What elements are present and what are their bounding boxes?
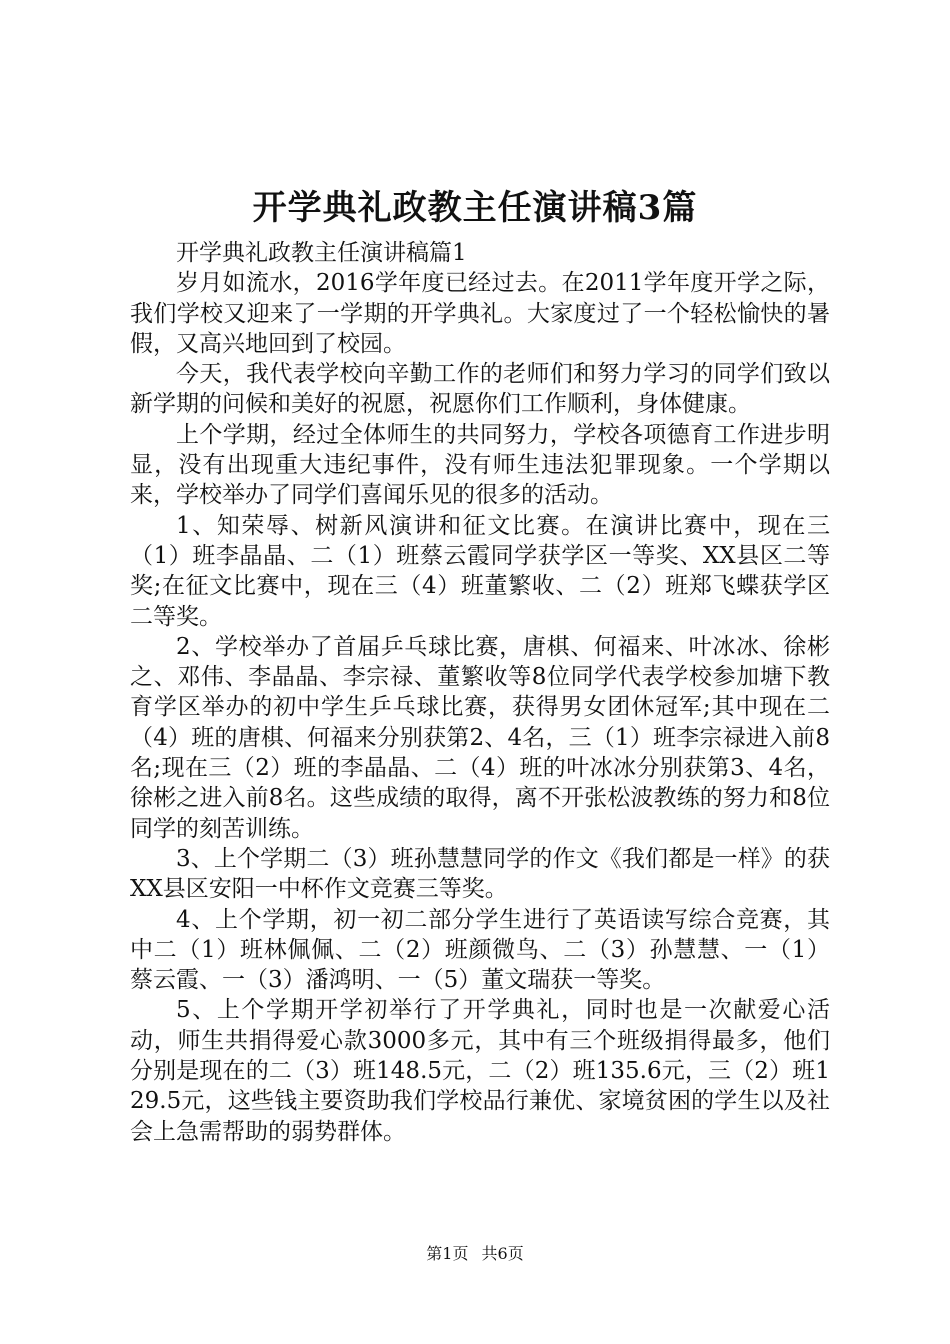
page-number: 第1页 — [426, 1244, 469, 1263]
paragraph: 4、上个学期，初一初二部分学生进行了英语读写综合竞赛，其中二（1）班林佩佩、二（2）班颜微鸟、二（3）孙慧慧、一（1）蔡云霞、一（3）潘鸿明、一（5）董文瑞获一等奖。 — [130, 906, 830, 994]
paragraph: 岁月如流水，2016学年度已经过去。在2011学年度开学之际，我们学校又迎来了一学期的开学典礼。大家度过了一个轻松愉快的暑假，又高兴地回到了校园。 — [130, 270, 830, 357]
document-title: 开学典礼政教主任演讲稿3篇 — [252, 188, 698, 228]
page-total: 共6页 — [481, 1244, 524, 1263]
section-heading: 开学典礼政教主任演讲稿篇1 — [176, 240, 467, 266]
paragraph: 今天，我代表学校向辛勤工作的老师们和努力学习的同学们致以新学期的问候和美好的祝愿，祝愿你们工作顺利，身体健康。 — [130, 361, 830, 418]
page-footer — [0, 1243, 950, 1265]
paragraph: 3、上个学期二（3）班孙慧慧同学的作文《我们都是一样》的获XX县区安阳一中杯作文竞赛三等奖。 — [130, 845, 830, 903]
document-body — [130, 238, 830, 1147]
paragraph: 1、知荣辱、树新风演讲和征文比赛。在演讲比赛中，现在三（1）班李晶晶、二（1）班蔡云霞同学获学区一等奖、XX县区二等奖;在征文比赛中，现在三（4）班董繁收、二（2）班郑飞蝶获学区二等奖。 — [130, 512, 830, 630]
paragraph: 上个学期，经过全体师生的共同努力，学校各项德育工作进步明显，没有出现重大违纪事件，没有师生违法犯罪现象。一个学期以来，学校举办了同学们喜闻乐见的很多的活动。 — [130, 421, 830, 509]
paragraph: 5、上个学期开学初举行了开学典礼，同时也是一次献爱心活动，师生共捐得爱心款3000多元，其中有三个班级捐得最多，他们分别是现在的二（3）班148.5元，二（2）班135.6元，三（2）班129.5元，这些钱主要资助我们学校品行兼优、家境贫困的学生以及社会上急需帮助的弱势群体。 — [130, 997, 830, 1145]
paragraph: 2、学校举办了首届乒乓球比赛，唐棋、何福来、叶冰冰、徐彬之、邓伟、李晶晶、李宗禄、董繁收等8位同学代表学校参加塘下教育学区举办的初中学生乒乓球比赛，获得男女团休冠军;其中现在二（4）班的唐棋、何福来分别获第2、4名，三（1）班李宗禄进入前8名;现在三（2）班的李晶晶、二（4）班的叶冰冰分别获第3、4名，徐彬之进入前8名。这些成绩的取得，离不开张松波教练的努力和8位同学的刻苦训练。 — [130, 633, 830, 842]
